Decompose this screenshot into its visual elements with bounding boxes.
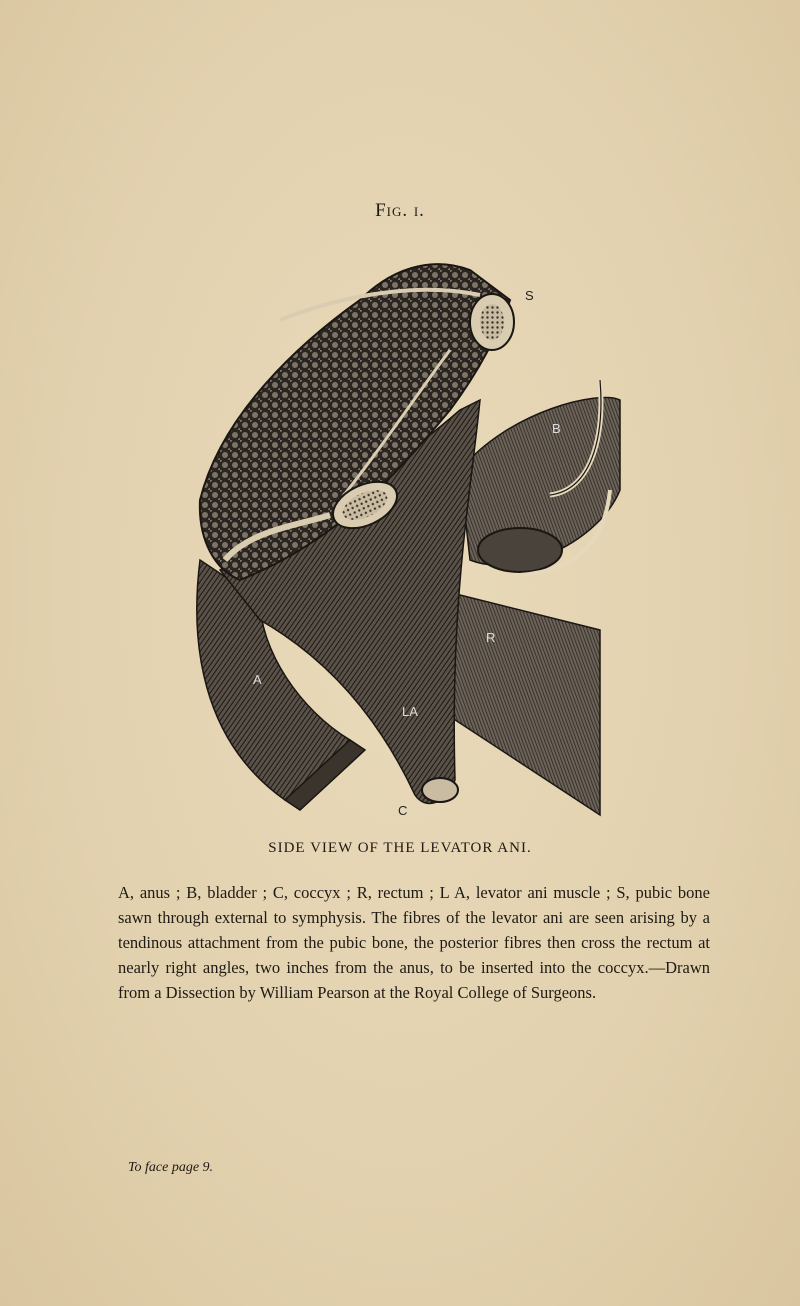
anatomical-engraving (180, 240, 640, 830)
caption-body: A, anus ; B, bladder ; C, coccyx ; R, rectum ; L A, levator ani muscle ; S, pubic bone sawn through external to symphysis. The fibres of the levator ani are seen arising by a tendinous attachment from the pubic bone, the posterior fibres then cross the rectum at nearly right angles, two inches from the anus, to be inserted into the coccyx.—Drawn from a Dissection by William Pearson at the Royal College of Surgeons. (118, 883, 710, 1002)
figure-title: Fig. i. (375, 200, 425, 221)
levator-ani-illustration (180, 240, 640, 830)
label-r: R (486, 630, 496, 645)
label-b: B (552, 421, 561, 436)
facing-page-note: To face page 9. (128, 1160, 214, 1175)
label-s: S (525, 288, 534, 303)
label-la: LA (402, 704, 418, 719)
bladder-opening (478, 528, 562, 572)
label-a: A (253, 672, 262, 687)
coccyx-tip (422, 778, 458, 802)
caption-title: SIDE VIEW OF THE LEVATOR ANI. (268, 840, 532, 856)
rectum-shape (440, 590, 600, 815)
label-c: C (398, 803, 408, 818)
